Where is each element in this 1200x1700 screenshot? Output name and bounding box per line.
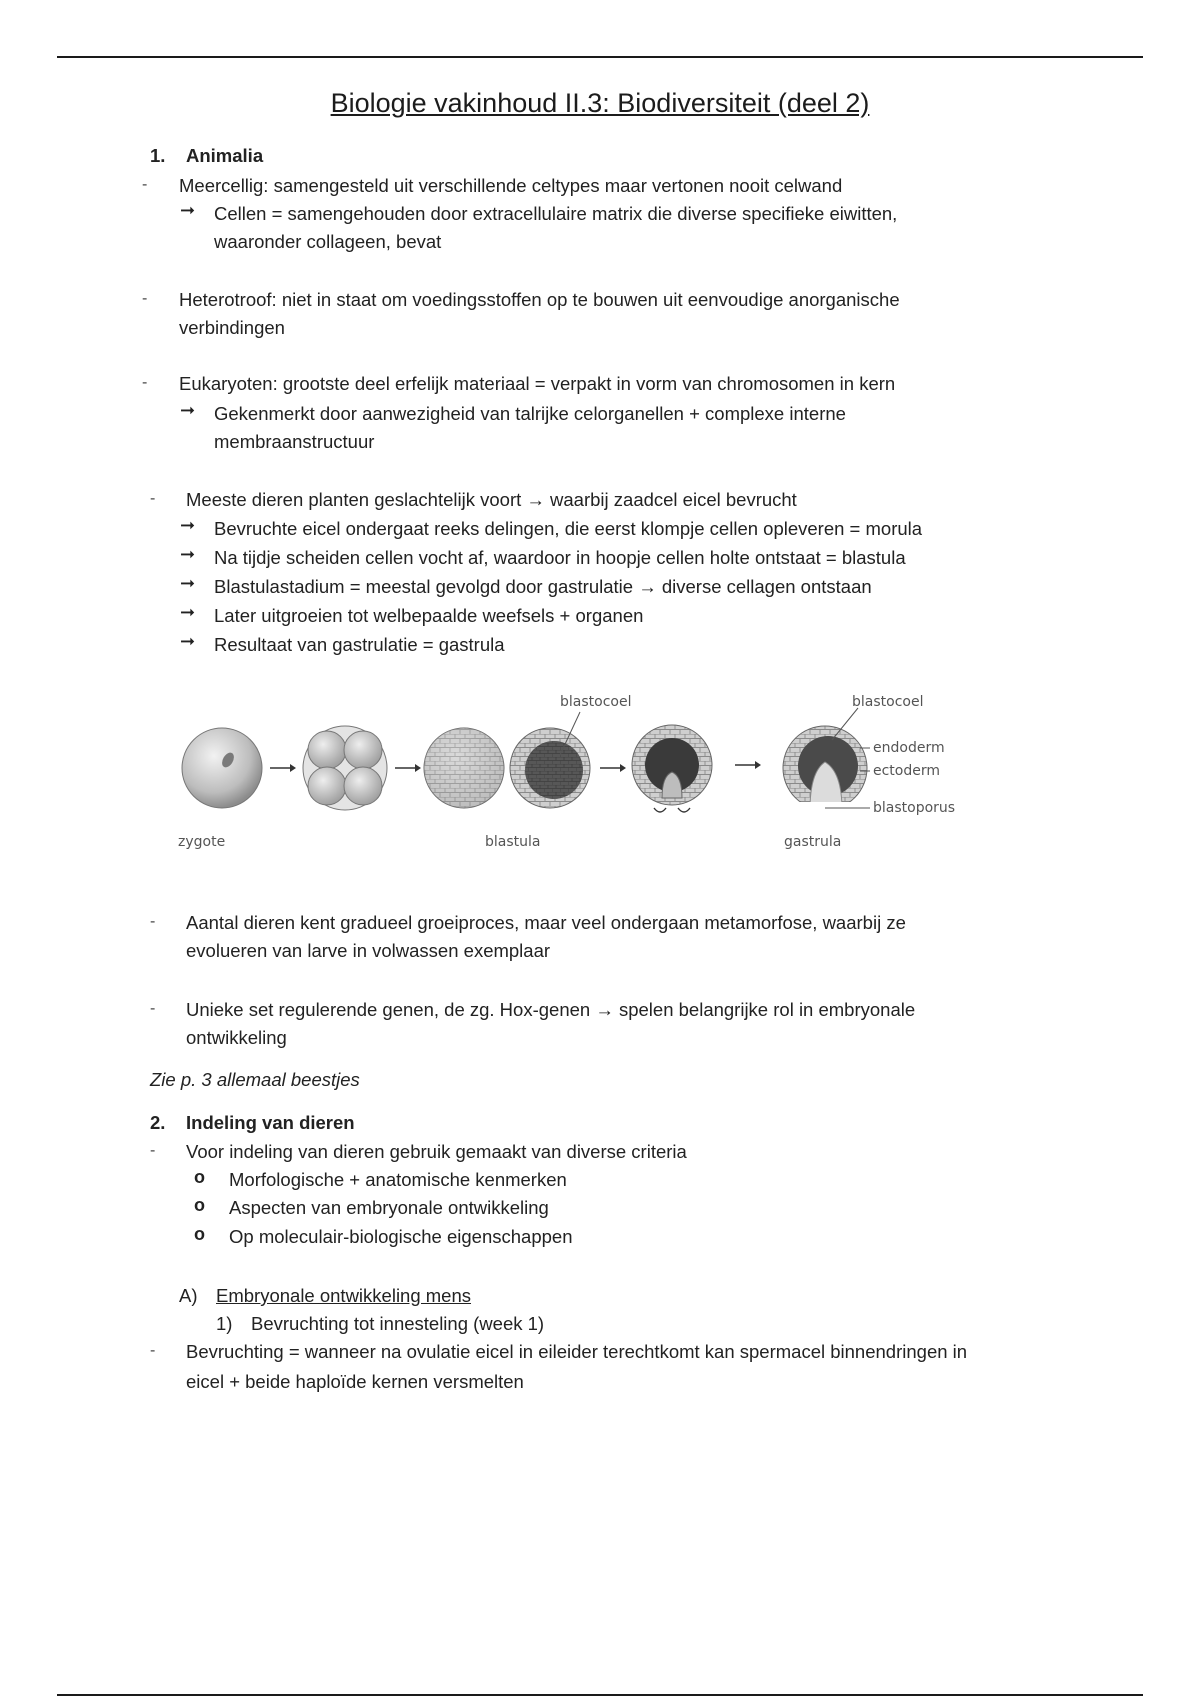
bottom-rule <box>57 1694 1143 1696</box>
criterion-item: Op moleculair-biologische eigenschappen <box>229 1226 573 1247</box>
arrow-right-icon: ➞ <box>180 631 196 651</box>
zygote-cell <box>182 728 262 808</box>
dash-bullet: - <box>142 176 148 193</box>
eukaryoten-text: Eukaryoten: grootste deel erfelijk materiaal = verpakt in vorm van chromosomen in kern <box>179 373 896 394</box>
metamorfose-line1: Aantal dieren kent gradueel groeiproces, maar veel ondergaan metamorfose, waarbij ze <box>186 912 906 933</box>
indeling-intro: Voor indeling van dieren gebruik gemaakt van diverse criteria <box>186 1141 687 1162</box>
blastocoel-label: blastocoel <box>852 694 924 710</box>
bevruchting-line2: eicel + beide haploïde kernen versmelten <box>186 1371 524 1392</box>
arrow-right-icon: ➞ <box>180 400 196 420</box>
eukaryoten-sub-line1: Gekenmerkt door aanwezigheid van talrijke celorganellen + complexe interne <box>214 403 846 424</box>
blastocoel-label: blastocoel <box>560 694 632 710</box>
section-1-heading: Animalia <box>186 145 264 166</box>
metamorfose-line2: evolueren van larve in volwassen exemplaar <box>186 940 551 961</box>
section-1-number: 1. <box>150 145 166 166</box>
arrow-right-icon <box>600 764 626 772</box>
voortplanting-text: Meeste dieren planten geslachtelijk voort → waarbij zaadcel eicel bevrucht <box>186 489 797 510</box>
blastoporus-label: blastoporus <box>873 800 956 816</box>
meercellig-sub-line1: Cellen = samengehouden door extracellulaire matrix die diverse specifieke eiwitten, <box>214 203 898 224</box>
arrow-right-icon: ➞ <box>180 602 196 622</box>
reference-note: Zie p. 3 allemaal beestjes <box>150 1069 360 1090</box>
item-1-title: Bevruchting tot innesteling (week 1) <box>251 1313 545 1334</box>
dash-bullet: - <box>150 913 156 930</box>
blastula-label: blastula <box>485 834 541 850</box>
ectoderm-label: ectoderm <box>873 763 941 779</box>
embryo-development-figure <box>160 680 980 860</box>
criterion-item: Aspecten van embryonale ontwikkeling <box>229 1197 549 1218</box>
arrow-right-icon: ➞ <box>180 573 196 593</box>
circle-bullet: o <box>194 1167 205 1187</box>
dash-bullet: - <box>142 290 148 307</box>
gastrula-cross-section <box>783 726 867 816</box>
meercellig-text: Meercellig: samengesteld uit verschillende celtypes maar vertonen nooit celwand <box>179 175 843 196</box>
criterion-item: Morfologische + anatomische kenmerken <box>229 1169 567 1190</box>
zygote-label: zygote <box>178 834 226 850</box>
endoderm-label: endoderm <box>873 740 945 756</box>
circle-bullet: o <box>194 1224 205 1244</box>
arrow-right-icon: ➞ <box>180 515 196 535</box>
page-title: Biologie vakinhoud II.3: Biodiversiteit (deel 2) <box>330 88 870 118</box>
morula-cell-cluster <box>424 728 504 808</box>
item-1-label: 1) <box>216 1313 233 1334</box>
meercellig-sub-line2: waaronder collageen, bevat <box>214 231 442 252</box>
voortplanting-sub: Resultaat van gastrulatie = gastrula <box>214 634 505 655</box>
dash-bullet: - <box>150 1000 156 1017</box>
voortplanting-sub: Bevruchte eicel ondergaat reeks delingen, die eerst klompje cellen opleveren = morula <box>214 518 923 539</box>
hox-line1: Unieke set regulerende genen, de zg. Hox-genen → spelen belangrijke rol in embryonale <box>186 999 916 1020</box>
heterotroof-line1: Heterotroof: niet in staat om voedingsstoffen op te bouwen uit eenvoudige anorganische <box>179 289 900 310</box>
voortplanting-sub: Na tijdje scheiden cellen vocht af, waardoor in hoopje cellen holte ontstaat = blastula <box>214 547 906 568</box>
dash-bullet: - <box>150 1142 156 1159</box>
gastrula-label: gastrula <box>784 834 842 850</box>
top-rule <box>57 56 1143 58</box>
section-2-heading: Indeling van dieren <box>186 1112 355 1133</box>
hox-line2: ontwikkeling <box>186 1027 287 1048</box>
dash-bullet: - <box>142 374 148 391</box>
arrow-right-icon: ➞ <box>180 544 196 564</box>
dash-bullet: - <box>150 1342 156 1359</box>
arrow-right-icon <box>735 761 761 769</box>
arrow-right-icon <box>395 764 421 772</box>
four-cell-stage <box>303 726 387 810</box>
arrow-right-icon <box>270 764 296 772</box>
early-gastrula <box>632 725 712 812</box>
eukaryoten-sub-line2: membraanstructuur <box>214 431 375 452</box>
bevruchting-line1: Bevruchting = wanneer na ovulatie eicel in eileider terechtkomt kan spermacel binnendringen in <box>186 1341 968 1362</box>
subsection-a-title: Embryonale ontwikkeling mens <box>216 1285 472 1306</box>
subsection-a-label: A) <box>179 1285 198 1306</box>
heterotroof-line2: verbindingen <box>179 317 285 338</box>
voortplanting-sub: Blastulastadium = meestal gevolgd door gastrulatie → diverse cellagen ontstaan <box>214 576 872 597</box>
section-2-number: 2. <box>150 1112 166 1133</box>
circle-bullet: o <box>194 1195 205 1215</box>
dash-bullet: - <box>150 490 156 507</box>
arrow-right-icon: ➞ <box>180 200 196 220</box>
blastula-cross-section <box>510 728 590 808</box>
voortplanting-sub: Later uitgroeien tot welbepaalde weefsels + organen <box>214 605 644 626</box>
